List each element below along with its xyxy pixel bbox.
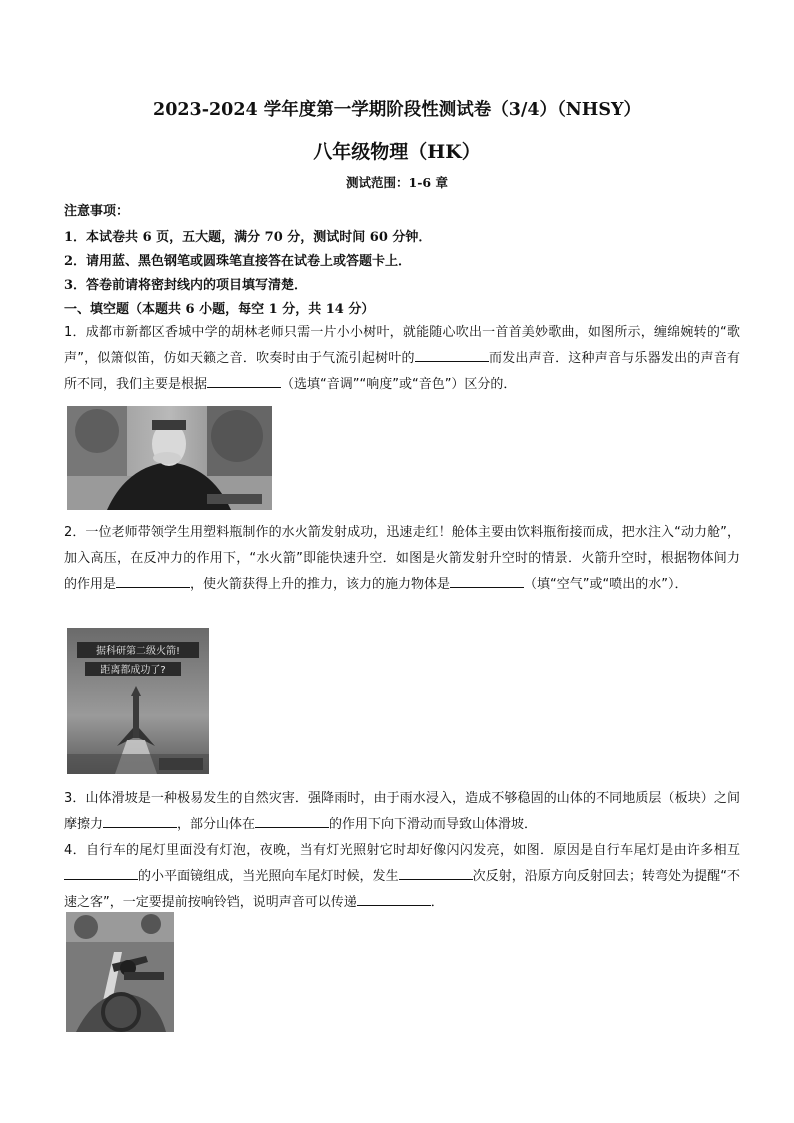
q2-text-a: 2．一位老师带领学生用塑料瓶制作的水火箭发射成功，迅速走红！舱体主要由饮料瓶衔接而成，把水注入“动力舱”，加入高压，在反冲力的作用下，“水火箭”即能快速升空．如图是火箭发射升空时的情景．火箭升空时，根据物体间力的作用是	[64, 525, 740, 592]
leaf-player-photo	[67, 406, 272, 510]
answer-blank[interactable]	[357, 891, 431, 906]
question-1	[64, 320, 740, 398]
q4-text-c: 次反射，沿原方向反射回去；转弯处为提醒“不速之客”，一定要提前按响铃铛，说明声音可以传递	[64, 869, 740, 910]
question-4	[64, 838, 740, 916]
q4-text-d: ．	[430, 895, 444, 910]
notes-heading: 注意事项：	[64, 204, 130, 219]
answer-blank[interactable]	[255, 813, 329, 828]
q2-text-b: ，使火箭获得上升的推力，该力的施力物体是	[190, 577, 451, 592]
note-item-1: 1．本试卷共 6 页，五大题，满分 70 分，测试时间 60 分钟．	[64, 230, 432, 245]
q1-text-c: （选填“音调”“响度”或“音色”）区分的．	[281, 377, 517, 392]
q1-text-b: 而发出声音．这种声音与乐器发出的声音有所不同，我们主要是根据	[64, 351, 740, 392]
test-scope: 测试范围：1-6 章	[346, 175, 448, 190]
bicycle-taillight-photo	[66, 912, 174, 1032]
answer-blank[interactable]	[103, 813, 177, 828]
q4-text-a: 4．自行车的尾灯里面没有灯泡，夜晚，当有灯光照射它时却好像闪闪发亮，如图．原因是自行车尾灯是由许多相互	[64, 843, 740, 858]
photo-caption-1: 据科研第二级火箭!	[95, 646, 181, 657]
question-2	[64, 520, 740, 598]
answer-blank[interactable]	[207, 373, 281, 388]
q3-text-c: 的作用下向下滑动而导致山体滑坡．	[329, 817, 538, 832]
q2-text-c: （填“空气”或“喷出的水”）．	[524, 577, 688, 592]
answer-blank[interactable]	[116, 573, 190, 588]
q3-text-a: 3．山体滑坡是一种极易发生的自然灾害．强降雨时，由于雨水浸入，造成不够稳固的山体的不同地质层（板块）之间摩擦力	[64, 791, 740, 832]
question-3	[64, 786, 740, 838]
water-rocket-photo	[67, 628, 209, 774]
section-heading: 一、填空题（本题共 6 小题，每空 1 分，共 14 分）	[64, 302, 375, 317]
exam-title: 2023-2024 学年度第一学期阶段性测试卷（3/4）（NHSY）	[153, 100, 641, 120]
answer-blank[interactable]	[415, 347, 489, 362]
q3-text-b: ，部分山体在	[177, 817, 256, 832]
note-item-2: 2．请用蓝、黑色钢笔或圆珠笔直接答在试卷上或答题卡上．	[64, 254, 412, 269]
answer-blank[interactable]	[64, 865, 138, 880]
q4-text-b: 的小平面镜组成，当光照向车尾灯时候，发生	[138, 869, 399, 884]
q1-text-a: 1．成都市新都区香城中学的胡林老师只需一片小小树叶，就能随心吹出一首首美妙歌曲，如图所示，缠绵婉转的“歌声”，似箫似笛，仿如天籁之音．吹奏时由于气流引起树叶的	[64, 325, 740, 366]
photo-caption-2: 距离都成功了?	[100, 665, 166, 676]
note-item-3: 3．答卷前请将密封线内的项目填写清楚．	[64, 278, 308, 293]
subject-title: 八年级物理（HK）	[313, 141, 481, 163]
answer-blank[interactable]	[399, 865, 473, 880]
answer-blank[interactable]	[450, 573, 524, 588]
